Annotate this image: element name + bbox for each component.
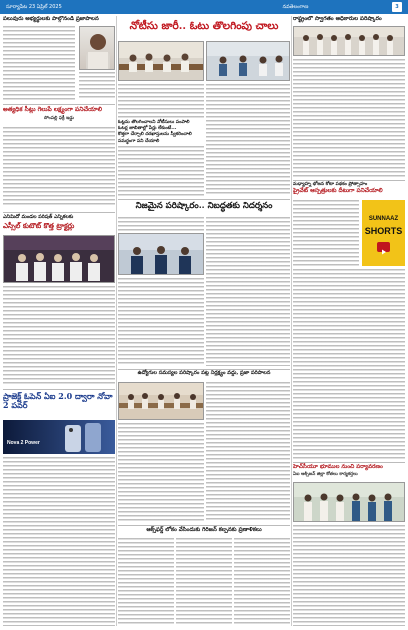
meeting-photo-2 bbox=[206, 41, 290, 81]
paper-name: నవతెలంగాణ bbox=[282, 3, 309, 10]
protest-photo bbox=[293, 482, 405, 522]
byline: సోంపల్లి ఫక్రీ ఇడ్డు bbox=[44, 115, 74, 121]
shorts-brand: SUNNAAZ bbox=[368, 216, 399, 222]
article-text bbox=[118, 538, 174, 626]
article-text bbox=[118, 84, 204, 118]
article-text bbox=[3, 127, 115, 207]
edition-date: సూర్యాపేట 23 ఏప్రిల్ 2025 bbox=[6, 3, 62, 10]
phone-advertisement bbox=[3, 420, 115, 454]
headline: నిజమైన పరిష్కారం.. నిబద్ధతకు నిదర్శనం bbox=[135, 201, 273, 211]
ad-label: Nova 2 Power bbox=[7, 440, 40, 446]
kicker: మధ్యాహ్న భోజన కోటా పథకం ప్రోత్సాహం bbox=[293, 182, 368, 187]
column-divider bbox=[116, 16, 117, 626]
article-text bbox=[293, 525, 405, 626]
headline: ఉద్యోగుల సమస్యల పరిష్కారం పట్ల నిర్లక్ష్యం వద్దు, ప్రజా పరిపాలన bbox=[137, 370, 271, 376]
shorts-advertisement bbox=[362, 200, 405, 266]
event-photo bbox=[3, 235, 115, 283]
meeting-photo-3 bbox=[118, 382, 204, 420]
column-divider bbox=[291, 16, 292, 626]
meeting-photo bbox=[118, 41, 204, 81]
headline: హెచ్‌సీయూ భూముల నుంచి పర్యావరణం bbox=[293, 464, 383, 470]
portrait-photo bbox=[79, 26, 115, 70]
event-photo bbox=[118, 233, 204, 275]
left-column bbox=[3, 16, 115, 626]
article-text bbox=[118, 423, 204, 522]
headline: ప్రైవేట్ ఆస్పత్రులకు దీటుగా పనిచేయాలి bbox=[293, 188, 383, 195]
bullet-item: కొత్తగా చేర్చాలి దరఖాస్తులను స్వీకరించాలి bbox=[118, 132, 192, 138]
right-column bbox=[293, 16, 405, 626]
article-text bbox=[3, 26, 75, 100]
hospital-story bbox=[293, 182, 405, 195]
story-tractors bbox=[3, 215, 115, 230]
play-icon bbox=[377, 242, 390, 252]
divider bbox=[3, 389, 115, 390]
page-header bbox=[0, 0, 408, 14]
hcu-story bbox=[293, 464, 405, 478]
article-text bbox=[206, 84, 290, 118]
headline: నోటీసు జారీ.. ఓటు తొలగింపు చాలు bbox=[129, 20, 279, 32]
divider bbox=[3, 212, 115, 213]
bullet-list bbox=[118, 120, 204, 145]
bullet-item: ఓట్లను తొలగించాలని నోటీసులు పంపాలి bbox=[118, 120, 190, 125]
headline: ప్రాజెక్ట్ ఓపెన్ ఏఐ 2.0 ద్వారా నోవా 2 పవర్ bbox=[3, 391, 113, 411]
headline: అత్యధిక సీట్లు గెలుపే లక్ష్యంగా పనిచేయాలి bbox=[3, 106, 103, 113]
headline: ఆక్స్‌ఫర్డ్ లోకం వేసిందుకు గిరిజన్ కల్పనకు ప్రణాళికలు bbox=[146, 527, 262, 533]
top-story-headline-box bbox=[118, 16, 290, 38]
page-number: 3 bbox=[392, 2, 402, 12]
divider bbox=[118, 199, 290, 200]
article-text bbox=[206, 120, 290, 196]
headline: పలువురు అభ్యర్థులకు పాల్గొనండి ప్రజాపాలన bbox=[3, 16, 99, 22]
headline: ఎస్సీల్ కుటౌట్ కొత్త ట్రాక్టర్లు bbox=[3, 220, 75, 230]
article-text bbox=[293, 269, 405, 459]
article-text bbox=[206, 217, 290, 366]
story-seats bbox=[3, 107, 115, 121]
byline: ఏఐ ఆక్సిజన్ జిల్లా కోతలు కార్యకర్తలు bbox=[293, 472, 358, 478]
article-text bbox=[118, 146, 204, 196]
article-text bbox=[79, 72, 115, 100]
article-text bbox=[176, 538, 232, 626]
article-text bbox=[206, 382, 290, 522]
kicker: ఎనిమిదో మండల పరిషత్ ఎన్నికలకు bbox=[3, 214, 74, 220]
article-text bbox=[118, 217, 204, 231]
story-nova bbox=[3, 392, 115, 410]
group-photo bbox=[293, 26, 405, 56]
article-text bbox=[3, 457, 115, 626]
bullet-item: సమర్థంగా పని చేయాలి bbox=[118, 138, 160, 144]
bullet-item: ఓటర్ల జాబితాల్లో పేర్లు లేకుంటే... bbox=[118, 126, 177, 132]
article-text bbox=[3, 286, 115, 386]
article-text bbox=[293, 200, 359, 266]
divider bbox=[3, 104, 115, 105]
bottom-story bbox=[118, 527, 290, 533]
divider bbox=[118, 525, 290, 526]
article-text bbox=[293, 59, 405, 177]
article-text bbox=[118, 278, 204, 366]
story-prajapalana bbox=[3, 16, 115, 22]
mid-story bbox=[118, 202, 290, 212]
center-column bbox=[118, 16, 290, 626]
divider bbox=[293, 180, 405, 181]
shorts-title: SHORTS bbox=[364, 226, 403, 236]
lower-story bbox=[118, 371, 290, 377]
headline: రాష్ట్రంలో స్వాగతం అధికారుల పరిష్కారం bbox=[293, 16, 382, 22]
article-text bbox=[234, 538, 290, 626]
divider bbox=[293, 462, 405, 463]
